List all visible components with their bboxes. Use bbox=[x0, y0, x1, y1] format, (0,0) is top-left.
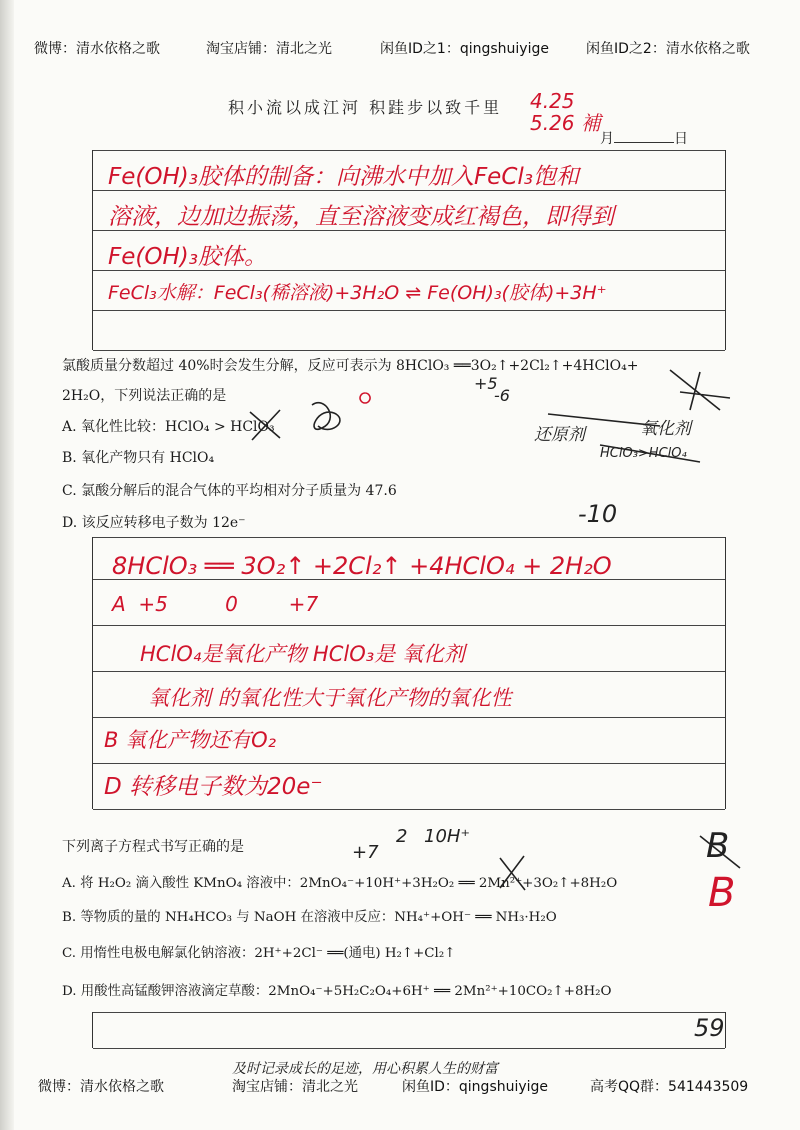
q1-mark-1: +5 bbox=[474, 374, 498, 393]
header-weibo: 微博：清水依格之歌 bbox=[34, 41, 160, 57]
note-mid-1: 8HClO₃ ══ 3O₂↑ +2Cl₂↑ +4HClO₄ + 2H₂O bbox=[112, 552, 612, 580]
note-top-4: FeCl₃水解：FeCl₃(稀溶液)+3H₂O ⇌ Fe(OH)₃(胶体)+3H⁺ bbox=[108, 282, 607, 304]
q2-answer-crossed: B bbox=[706, 826, 730, 866]
q2-option-d: D. 用酸性高锰酸钾溶液滴定草酸：2MnO₄⁻+5H₂C₂O₄+6H⁺ ══ 2Mn²⁺+10CO₂↑+8H₂O bbox=[62, 984, 612, 999]
q1-margin-note-2: 氧化剂 bbox=[640, 419, 691, 439]
footer-qq: 高考QQ群：541443509 bbox=[590, 1079, 749, 1095]
header-taobao: 淘宝店铺：清北之光 bbox=[206, 41, 332, 57]
page-number: 59 bbox=[694, 1014, 725, 1042]
note-mid-6: D 转移电子数为20e⁻ bbox=[104, 774, 323, 800]
footer-xianyu: 闲鱼ID：qingshuiyige bbox=[402, 1079, 549, 1095]
ruled-block-bottom bbox=[92, 1012, 726, 1048]
month-label: 月 bbox=[600, 131, 614, 147]
q1-option-b: B. 氧化产物只有 HClO₄ bbox=[62, 450, 215, 466]
q1-option-d: D. 该反应转移电子数为 12e⁻ bbox=[62, 515, 246, 531]
q2-option-c: C. 用惰性电极电解氯化钠溶液：2H⁺+2Cl⁻ ══(通电) H₂↑+Cl₂↑ bbox=[62, 946, 456, 961]
q2-mark-2: 2 bbox=[396, 826, 408, 847]
strike-answer bbox=[700, 836, 740, 868]
q1-option-a: A. 氧化性比较：HClO₄ > HClO₃ bbox=[62, 419, 275, 435]
header-xianyu-1: 闲鱼ID之1：qingshuiyige bbox=[380, 41, 549, 57]
note-top-1: Fe(OH)₃胶体的制备：向沸水中加入FeCl₃饱和 bbox=[108, 164, 579, 190]
handwritten-date: 4.25 5.26 補 bbox=[530, 89, 601, 135]
q2-option-b: B. 等物质的量的 NH₄HCO₃ 与 NaOH 在溶液中反应：NH₄⁺+OH⁻ ══ NH₃·H₂O bbox=[62, 910, 557, 925]
q2-answer: B bbox=[708, 870, 736, 916]
cross-mark-b bbox=[500, 856, 525, 890]
note-mid-4: 氧化剂 的氧化性大于氧化产物的氧化性 bbox=[148, 686, 512, 710]
note-top-2: 溶液，边加边振荡，直至溶液变成红褐色，即得到 bbox=[108, 204, 614, 230]
q1-margin-note-3: HClO₃>HClO₄ bbox=[600, 446, 687, 461]
footer-weibo: 微博：清水依格之歌 bbox=[38, 1079, 164, 1095]
q1-mark-3: -10 bbox=[578, 500, 618, 528]
motto: 积小流以成江河 积跬步以致千里 bbox=[228, 98, 503, 117]
q1-stem-line2: 2H₂O，下列说法正确的是 bbox=[62, 388, 227, 404]
q2-option-a: A. 将 H₂O₂ 滴入酸性 KMnO₄ 溶液中：2MnO₄⁻+10H⁺+3H₂O₂ ══ 2Mn²⁺+3O₂↑+8H₂O bbox=[62, 876, 618, 891]
q1-margin-note-1: 还原剂 bbox=[534, 425, 585, 445]
header-xianyu-2: 闲鱼ID之2：清水依格之歌 bbox=[586, 41, 750, 57]
q1-mark-2: -6 bbox=[494, 386, 510, 405]
footer-taobao: 淘宝店铺：清北之光 bbox=[232, 1079, 358, 1095]
q2-mark-3: 10H⁺ bbox=[424, 826, 470, 847]
note-top-3: Fe(OH)₃胶体。 bbox=[108, 244, 267, 270]
q2-stem: 下列离子方程式书写正确的是 bbox=[62, 839, 244, 855]
note-mid-5: B 氧化产物还有O₂ bbox=[104, 728, 277, 752]
footer-slogan: 及时记录成长的足迹，用心积累人生的财富 bbox=[232, 1061, 498, 1077]
day-label: 日 bbox=[674, 131, 688, 147]
q1-option-c: C. 氯酸分解后的混合气体的平均相对分子质量为 47.6 bbox=[62, 483, 397, 499]
q2-mark-1: +7 bbox=[352, 842, 379, 863]
q1-stem-line1: 氯酸质量分数超过 40%时会发生分解，反应可表示为 8HClO₃ ══3O₂↑+2Cl₂↑+4HClO₄+ bbox=[62, 358, 639, 374]
note-mid-2: A +5 0 +7 bbox=[112, 592, 319, 616]
note-mid-3: HClO₄是氧化产物 HClO₃是 氧化剂 bbox=[140, 642, 465, 666]
